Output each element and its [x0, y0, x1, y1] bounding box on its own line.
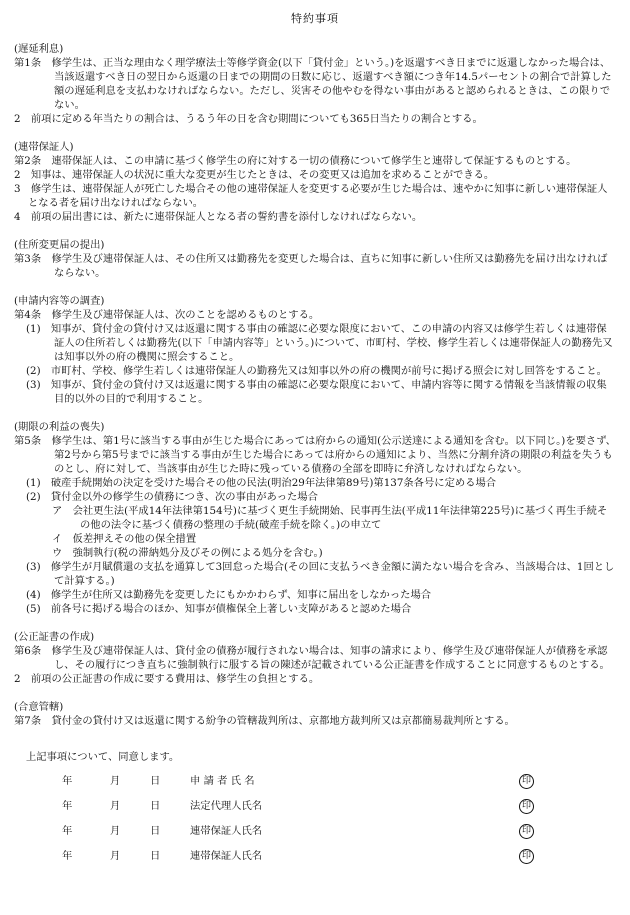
agreement-text: 上記事項について、同意します。	[26, 751, 180, 763]
document-title: 特約事項	[291, 12, 339, 25]
article-heading: (期限の利益の喪失)	[14, 421, 105, 433]
article-paragraph: 第2条 連帯保証人は、この申請に基づく修学生の府に対する一切の債務について修学生と連帯して保証するものとする。	[14, 155, 577, 167]
article-heading: (遅延利息)	[14, 43, 64, 55]
signature-day-label: 日	[150, 775, 161, 787]
signature-block	[14, 774, 616, 874]
article-paragraph: (2) 市町村、学校、修学生若しくは連帯保証人の勤務先又は知事以外の府の機関が前号に掲げる照会に対し回答をすること。	[26, 365, 607, 377]
signature-month-label: 月	[110, 775, 121, 787]
article-paragraph: (3) 知事が、貸付金の貸付け又は返還に関する事由の確認に必要な限度において、申請内容等に関する情報を当該情報の収集目的以外の目的で利用すること。	[26, 379, 607, 405]
signature-day-label: 日	[150, 850, 161, 862]
article-section	[14, 140, 616, 224]
article-paragraph: 第4条 修学生及び連帯保証人は、次のことを認めるものとする。	[14, 309, 320, 321]
signature-year-label: 年	[62, 800, 73, 812]
article-paragraph: 第6条 修学生及び連帯保証人は、貸付金の債務が履行されない場合は、知事の請求により、修学生及び連帯保証人が債務を承認し、その履行につき直ちに強制執行に服する旨の陳述が記載されている公正証書を作成することに同意するものとする。	[14, 645, 610, 671]
article-paragraph: 第7条 貸付金の貸付け又は返還に関する紛争の管轄裁判所は、京都地方裁判所又は京都簡易裁判所とする。	[14, 715, 515, 727]
article-paragraph: (4) 修学生が住所又は勤務先を変更したにもかかわらず、知事に届出をしなかった場合	[26, 589, 432, 601]
article-paragraph: 第5条 修学生は、第1号に該当する事由が生じた場合にあっては府からの通知(公示送達による通知を含む。以下同じ。)を要さず、第2号から第5号までに該当する事由が生じた場合にあっては府からの通知により、当然に分割弁済の期限の利益を失うものとし、府に対して、当該事由が生じた時に残っている債務の全部を即時に弁済しなければならない。	[14, 435, 616, 475]
signature-row	[14, 799, 616, 824]
signature-year-label: 年	[62, 825, 73, 837]
signature-name-label: 連帯保証人氏名	[190, 850, 263, 862]
article-paragraph: 2 前項に定める年当たりの割合は、うるう年の日を含む期間についても365日当たりの割合とする。	[14, 113, 483, 125]
article-paragraph: (1) 破産手続開始の決定を受けた場合その他の民法(明治29年法律第89号)第137条各号に定める場合	[26, 477, 497, 489]
article-paragraph: 第3条 修学生及び連帯保証人は、その住所又は勤務先を変更した場合は、直ちに知事に新しい住所又は勤務先を届け出なければならない。	[14, 253, 608, 279]
signature-name-label: 連帯保証人氏名	[190, 825, 263, 837]
signature-month-label: 月	[110, 800, 121, 812]
article-paragraph: 2 知事は、連帯保証人の状況に重大な変更が生じたときは、その変更又は追加を求めることができる。	[14, 169, 495, 181]
signature-name-label: 申 請 者 氏 名	[190, 775, 255, 787]
article-paragraph: ア 会社更生法(平成14年法律第154号)に基づく更生手続開始、民事再生法(平成11年法律第225号)に基づく再生手続その他の法令に基づく債務の整理の手続(破産手続を除く。)の申立て	[52, 505, 608, 531]
article-heading: (住所変更届の提出)	[14, 239, 105, 251]
signature-year-label: 年	[62, 850, 73, 862]
signature-day-label: 日	[150, 825, 161, 837]
article-heading: (合意管轄)	[14, 701, 64, 713]
article-paragraph: (2) 貸付金以外の修学生の債務につき、次の事由があった場合	[26, 491, 318, 503]
article-paragraph: 2 前項の公正証書の作成に要する費用は、修学生の負担とする。	[14, 673, 320, 685]
article-paragraph: (3) 修学生が月賦償還の支払を通算して3回怠った場合(その回に支払うべき金額に満たない場合を含み、当該場合は、1回として計算する。)	[26, 561, 615, 587]
article-paragraph: イ 仮差押えその他の保全措置	[52, 533, 197, 545]
article-section	[14, 420, 616, 616]
signature-row	[14, 849, 616, 874]
article-heading: (申請内容等の調査)	[14, 295, 105, 307]
seal-mark: 印	[519, 824, 534, 839]
article-section	[14, 42, 616, 126]
article-section	[14, 630, 616, 686]
article-paragraph: (1) 知事が、貸付金の貸付け又は返還に関する事由の確認に必要な限度において、この申請の内容又は修学生若しくは連帯保証人の住所若しくは勤務先(以下「申請内容等」という。)について、市町村、学校、修学生若しくは連帯保証人の勤務先又は知事以外の府の機関に照会すること。	[26, 323, 613, 363]
article-list	[14, 42, 616, 728]
signature-month-label: 月	[110, 850, 121, 862]
signature-month-label: 月	[110, 825, 121, 837]
seal-mark: 印	[519, 774, 534, 789]
article-paragraph: 4 前項の届出書には、新たに連帯保証人となる者の誓約書を添付しなければならない。	[14, 211, 423, 223]
article-section	[14, 700, 616, 728]
signature-row	[14, 774, 616, 799]
seal-mark: 印	[519, 849, 534, 864]
article-heading: (連帯保証人)	[14, 141, 74, 153]
article-paragraph: 3 修学生は、連帯保証人が死亡した場合その他の連帯保証人を変更する必要が生じた場合は、速やかに知事に新しい連帯保証人となる者を届け出なければならない。	[14, 183, 608, 209]
article-section	[14, 294, 616, 406]
signature-year-label: 年	[62, 775, 73, 787]
signature-day-label: 日	[150, 800, 161, 812]
article-paragraph: 第1条 修学生は、正当な理由なく理学療法士等修学資金(以下「貸付金」という。)を返還すべき日までに返還しなかった場合は、当該返還すべき日の翌日から返還の日までの期間の日数に応じ、返還すべき額につき年14.5パーセントの割合で計算した額の遅延利息を支払わなければならない。ただし、災害その他やむを得ない事由があると認められるときは、この限りでない。	[14, 57, 612, 111]
article-section	[14, 238, 616, 280]
article-paragraph: (5) 前各号に掲げる場合のほか、知事が債権保全上著しい支障があると認めた場合	[26, 603, 412, 615]
signature-row	[14, 824, 616, 849]
article-paragraph: ウ 強制執行(税の滞納処分及びその例による処分を含む。)	[52, 547, 323, 559]
seal-mark: 印	[519, 799, 534, 814]
signature-name-label: 法定代理人氏名	[190, 800, 263, 812]
article-heading: (公正証書の作成)	[14, 631, 95, 643]
